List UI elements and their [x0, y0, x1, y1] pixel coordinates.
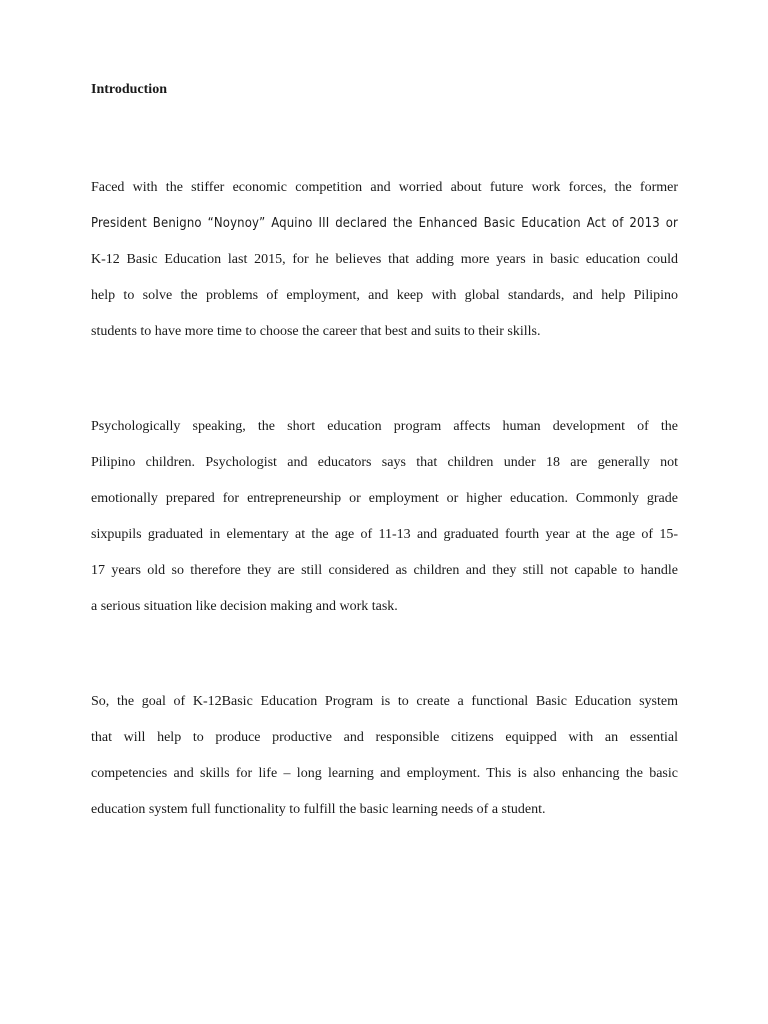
paragraph-line: emotionally prepared for entrepreneurship or employment or higher education. Commonly grade [91, 491, 678, 506]
paragraph-line: help to solve the problems of employment, and keep with global standards, and help Pilipino [91, 288, 678, 303]
paragraph-line: Faced with the stiffer economic competition and worried about future work forces, the former [91, 180, 678, 195]
section-heading: Introduction [91, 82, 167, 97]
paragraph-line: Pilipino children. Psychologist and educators says that children under 18 are generally not [91, 455, 678, 470]
paragraph-line: a serious situation like decision making and work task. [91, 599, 398, 614]
paragraph-psychology [91, 419, 678, 635]
paragraph-line: competencies and skills for life – long learning and employment. This is also enhancing the basic [91, 766, 678, 781]
paragraph-line: K-12 Basic Education last 2015, for he believes that adding more years in basic education could [91, 252, 678, 267]
paragraph-line: President Benigno “Noynoy” Aquino III declared the Enhanced Basic Education Act of 2013 or [91, 216, 678, 231]
paragraph-line: students to have more time to choose the career that best and suits to their skills. [91, 324, 541, 339]
paragraph-line: 17 years old so therefore they are still considered as children and they still not capable to handle [91, 563, 678, 578]
paragraph-line: that will help to produce productive and responsible citizens equipped with an essential [91, 730, 678, 745]
paragraph-k12-goal [91, 694, 678, 838]
paragraph-line: Psychologically speaking, the short education program affects human development of the [91, 419, 678, 434]
paragraph-line: education system full functionality to fulfill the basic learning needs of a student. [91, 802, 546, 817]
paragraph-line: So, the goal of K-12Basic Education Program is to create a functional Basic Education system [91, 694, 678, 709]
paragraph-economic-competition [91, 180, 678, 360]
paragraph-line: sixpupils graduated in elementary at the age of 11-13 and graduated fourth year at the age of 15- [91, 527, 678, 542]
